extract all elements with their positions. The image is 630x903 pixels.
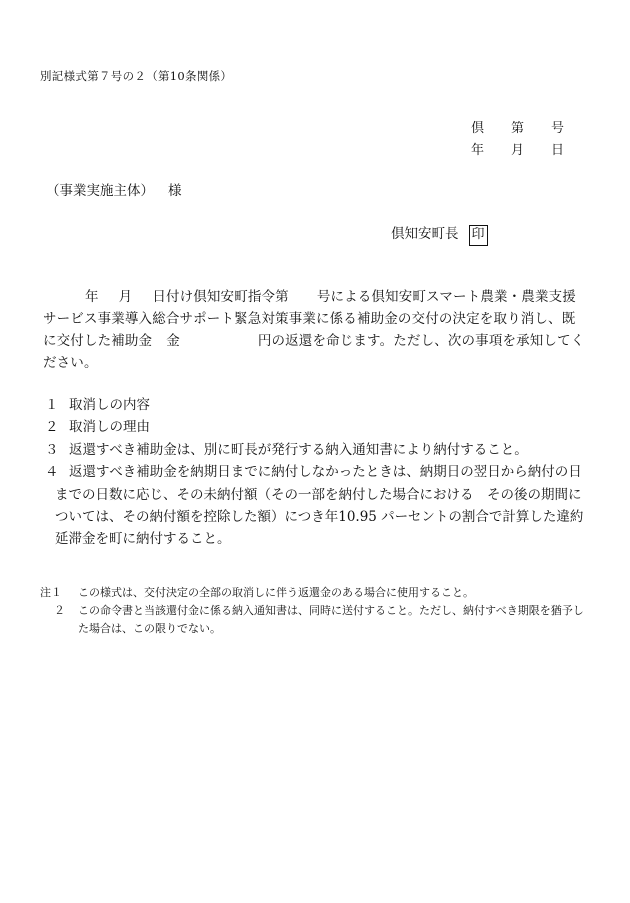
issuer [391,222,488,246]
form-id: 別記様式第７号の２（第10条関係） [40,69,233,83]
item-number: ２ [45,419,59,436]
item-number: １ [45,397,59,413]
list-item [45,416,590,438]
body-kin: 金 [166,333,180,349]
date-day: 日 [551,143,565,158]
conditions-list [45,394,590,551]
issuer-title: 倶知安町長 [391,226,459,242]
item-text: 返還すべき補助金を納期日までに納付しなかったときは、納期日の翌日から納付の日までの日数に応じ、その未納付額（その一部を納付した場合における その後の期間については、その納付額を控除した額）につき年10.95 パーセントの割合で計算した違約延滞金を町に納付すること。 [55,464,584,548]
note-label: ２ [54,604,65,617]
order-body [43,286,588,374]
note-text: この様式は、交付決定の全部の取消しに伴う返還金のある場合に使用すること。 [78,586,474,599]
body-month: 月 [118,289,133,305]
note-item [40,602,585,638]
body-text-3: 円の返還を命じます。ただし、次の事項を承知してください。 [43,333,585,371]
body-year: 年 [85,289,99,305]
ref-dai: 第 [511,121,525,136]
document-date-line [471,139,564,158]
date-year: 年 [471,143,485,158]
seal-mark: 印 [469,225,488,246]
item-text: 返還すべき補助金は、別に町長が発行する納入通知書により納付すること。 [69,441,528,458]
note-label: 注１ [40,586,62,599]
recipient-honorific: 様 [168,183,182,199]
item-text: 取消しの内容 [69,397,150,413]
ref-prefix: 倶 [471,121,485,136]
ref-go: 号 [551,121,565,136]
note-item [40,584,585,602]
date-month: 月 [511,143,525,158]
list-item [45,439,590,461]
recipient [46,179,182,199]
list-item [45,461,590,551]
item-number: ４ [45,464,59,481]
document-number-line [471,117,564,136]
body-text-2: 号による倶知安町スマート農業・農業支援サービス事業導入総合サポート緊急対策事業に係る補助金の交付の決定を取り消し、既に交付した補助金 [43,289,576,349]
item-number: ３ [45,441,59,458]
notes [40,584,585,638]
item-text: 取消しの理由 [69,419,150,436]
list-item [45,394,590,416]
body-text-1: 日付け倶知安町指令第 [152,289,289,305]
note-text: この命令書と当該還付金に係る納入通知書は、同時に送付すること。ただし、納付すべき期限を猶予した場合は、この限りでない。 [78,604,584,635]
recipient-name: （事業実施主体） [46,183,154,199]
